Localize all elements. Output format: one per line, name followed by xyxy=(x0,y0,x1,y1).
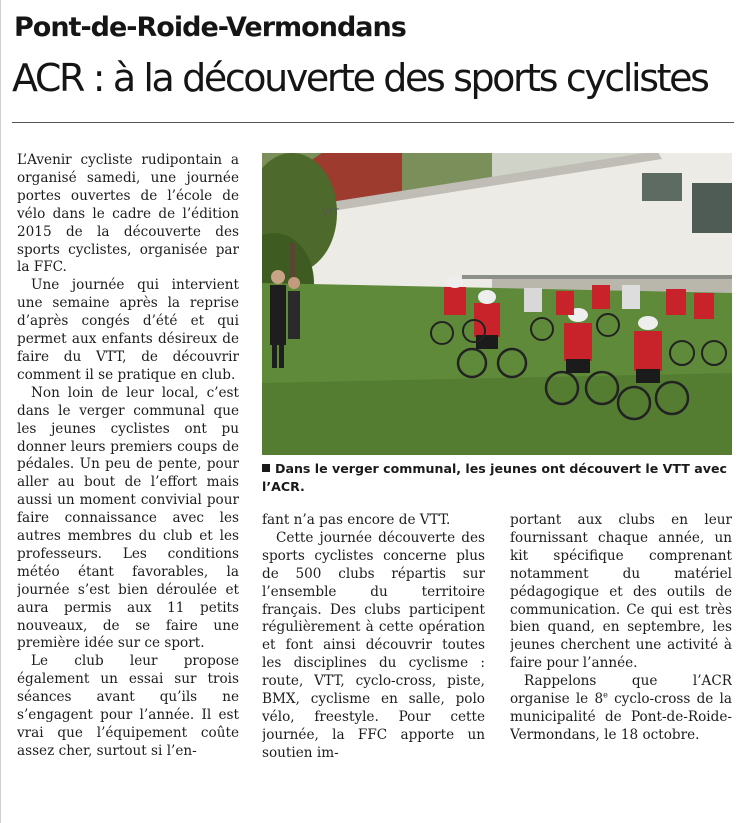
article-photo xyxy=(262,153,732,455)
photo-caption xyxy=(262,460,732,496)
page-edge xyxy=(0,0,1,823)
article-kicker: Pont-de-Roide-Vermondans xyxy=(14,12,406,43)
paragraph-6 xyxy=(510,673,732,745)
paragraph-3: Non loin de leur local, c’est dans le verger communal que les jeunes cyclistes ont pu donner leurs premiers coups de pédales. Un peu de pente, pour aller au bout de l’effort mais aussi un moment convivial pour faire connaissance avec les autres membres du club et les professeurs. Les conditions météo étant favorables, la journée s’est bien déroulée et aura permis aux 11 petits nouveaux, de se faire une première idée sur ce sport. xyxy=(17,384,239,652)
article-headline: ACR : à la découverte des sports cyclistes xyxy=(12,56,708,100)
paragraph-6-superscript: e xyxy=(603,690,608,700)
photo-caption-text: Dans le verger communal, les jeunes ont découvert le VTT avec l’ACR. xyxy=(262,461,727,494)
paragraph-6-part-a: Rappelons que l’ACR organise le 8 xyxy=(510,673,732,708)
photo-sign-text: VTT xyxy=(322,208,339,218)
paragraph-4-end: fant n’a pas encore de VTT. xyxy=(262,512,451,528)
text-column-1 xyxy=(17,152,239,772)
paragraph-5-end: portant aux clubs en leur fournissant chaque année, un kit spécifique comprenant notamment du matériel pédagogique et des outils de communication. Ce qui est très bien quand, en septembre, les jeunes cherchent une activité à faire pour l’année. xyxy=(510,512,732,672)
text-column-2 xyxy=(262,512,485,772)
paragraph-2: Une journée qui intervient une semaine après la reprise d’après congés d’été et qui permet aux enfants désireux de faire du VTT, de découvrir comment il se pratique en club. xyxy=(17,277,239,383)
headline-rule xyxy=(12,122,734,123)
paragraph-5-start: Cette journée découverte des sports cyclistes concerne plus de 500 clubs répartis sur l’ensemble du territoire français. Des clubs participent régulièrement à cette opération et font ainsi découvrir toutes les disciplines du cyclisme : route, VTT, cyclo-cross, piste, BMX, cyclisme en salle, polo vélo, freestyle. Pour cette journée, la FFC apporte un soutien im- xyxy=(262,529,485,761)
paragraph-1: L’Avenir cycliste rudipontain a organisé samedi, une journée portes ouvertes de l’école de vélo dans le cadre de l’édition 2015 de la découverte des sports cyclistes, organisée par la FFC. xyxy=(17,152,239,276)
paragraph-4-start: Le club leur propose également un essai sur trois séances avant qu’ils ne s’engagent pour l’année. Il est vrai que l’équipement coûte assez cher, surtout si l’en- xyxy=(17,653,239,759)
text-column-3 xyxy=(510,512,732,772)
caption-bullet-icon xyxy=(262,464,270,472)
paragraph-6-part-b: cyclo-cross de la municipalité de Pont-de-Roide-Vermondans, le 18 octobre. xyxy=(510,691,732,743)
